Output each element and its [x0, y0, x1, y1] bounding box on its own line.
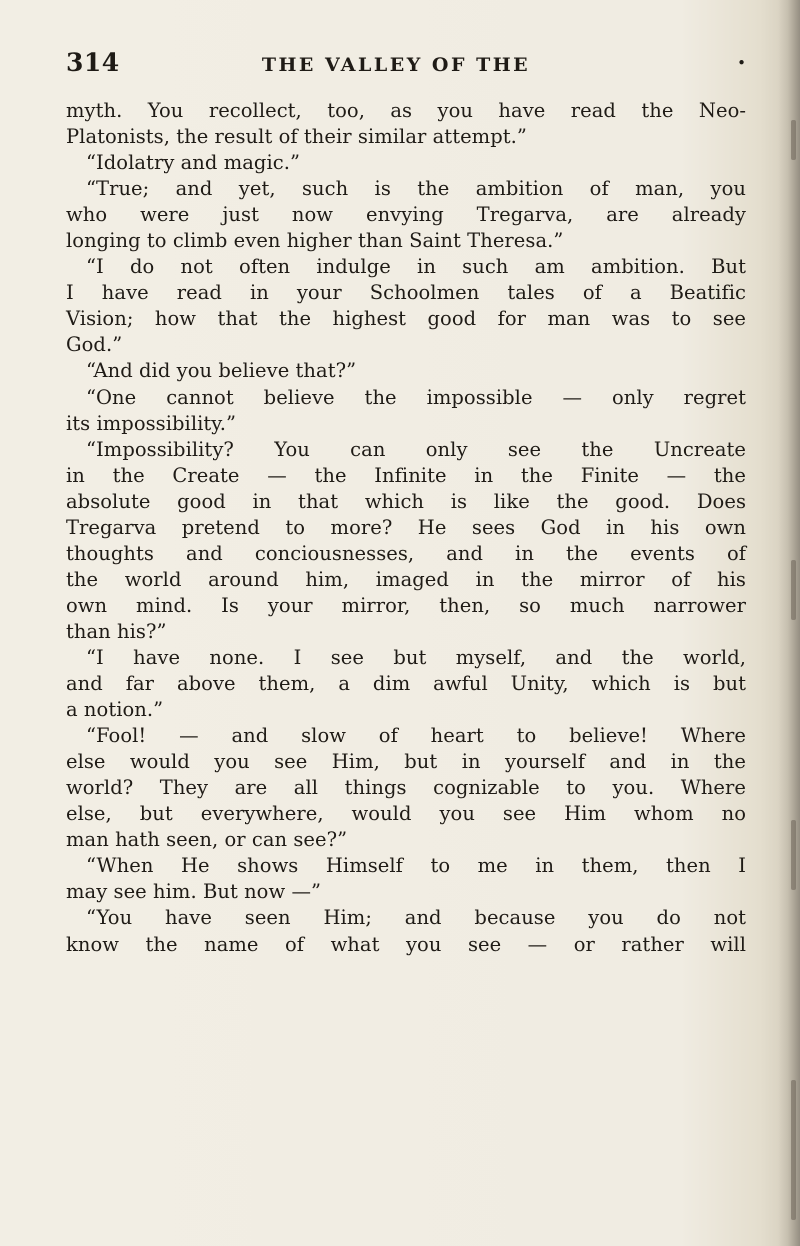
- text-line: Vision; how that the highest good for man was to see: [66, 307, 746, 331]
- text-line: else would you see Him, but in yourself and in the: [66, 750, 746, 774]
- text-line: its impossibility.”: [66, 411, 237, 435]
- text-line: world? They are all things cognizable to you. Where: [66, 776, 746, 800]
- page-edge-mark: [791, 560, 796, 620]
- text-line: “When He shows Himself to me in them, then I: [86, 854, 746, 878]
- running-title: THE VALLEY OF THE: [261, 54, 531, 76]
- text-line: “Idolatry and magic.”: [86, 151, 300, 175]
- text-line: own mind. Is your mirror, then, so much narrower: [66, 593, 746, 617]
- text-line: the world around him, imaged in the mirror of his: [66, 567, 746, 591]
- page-edge-mark: [791, 820, 796, 890]
- text-line: God.”: [66, 333, 123, 357]
- page-header: [66, 48, 746, 78]
- text-line: a notion.”: [66, 698, 164, 722]
- text-line: and far above them, a dim awful Unity, which is but: [66, 672, 746, 696]
- text-line: “I do not often indulge in such am ambition. But: [86, 255, 746, 279]
- text-line: man hath seen, or can see?”: [66, 828, 348, 852]
- text-line: thoughts and conciousnesses, and in the events of: [66, 541, 746, 565]
- text-line: myth. You recollect, too, as you have read the Neo-: [66, 99, 746, 122]
- text-line: “You have seen Him; and because you do not: [86, 906, 746, 930]
- text-line: longing to climb even higher than Saint Theresa.”: [66, 229, 564, 253]
- text-line: than his?”: [66, 619, 167, 643]
- text-line: I have read in your Schoolmen tales of a Beatific: [66, 281, 746, 305]
- page-edge-mark: [791, 120, 796, 160]
- text-line: Tregarva pretend to more? He sees God in his own: [66, 515, 746, 539]
- text-line: know the name of what you see — or rather will: [66, 932, 746, 956]
- page-number: 314: [66, 48, 120, 77]
- page-edge-mark: [791, 1080, 796, 1220]
- body-text: [66, 98, 746, 958]
- corner-mark: •: [737, 54, 746, 72]
- text-line: may see him. But now —”: [66, 880, 322, 904]
- text-line: “One cannot believe the impossible — only regret: [86, 385, 746, 409]
- text-line: else, but everywhere, would you see Him whom no: [66, 802, 746, 826]
- text-line: “Fool! — and slow of heart to believe! Where: [86, 724, 746, 748]
- text-line: “Impossibility? You can only see the Uncreate: [86, 437, 746, 461]
- text-line: Platonists, the result of their similar attempt.”: [66, 125, 527, 149]
- text-line: in the Create — the Infinite in the Finite — the: [66, 463, 746, 487]
- text-line: “And did you believe that?”: [86, 359, 357, 383]
- text-line: “I have none. I see but myself, and the world,: [86, 645, 746, 669]
- text-line: absolute good in that which is like the good. Does: [66, 489, 746, 513]
- text-line: who were just now envying Tregarva, are already: [66, 203, 746, 227]
- page-edge-shadow: [778, 0, 800, 1246]
- text-line: “True; and yet, such is the ambition of man, you: [86, 177, 746, 201]
